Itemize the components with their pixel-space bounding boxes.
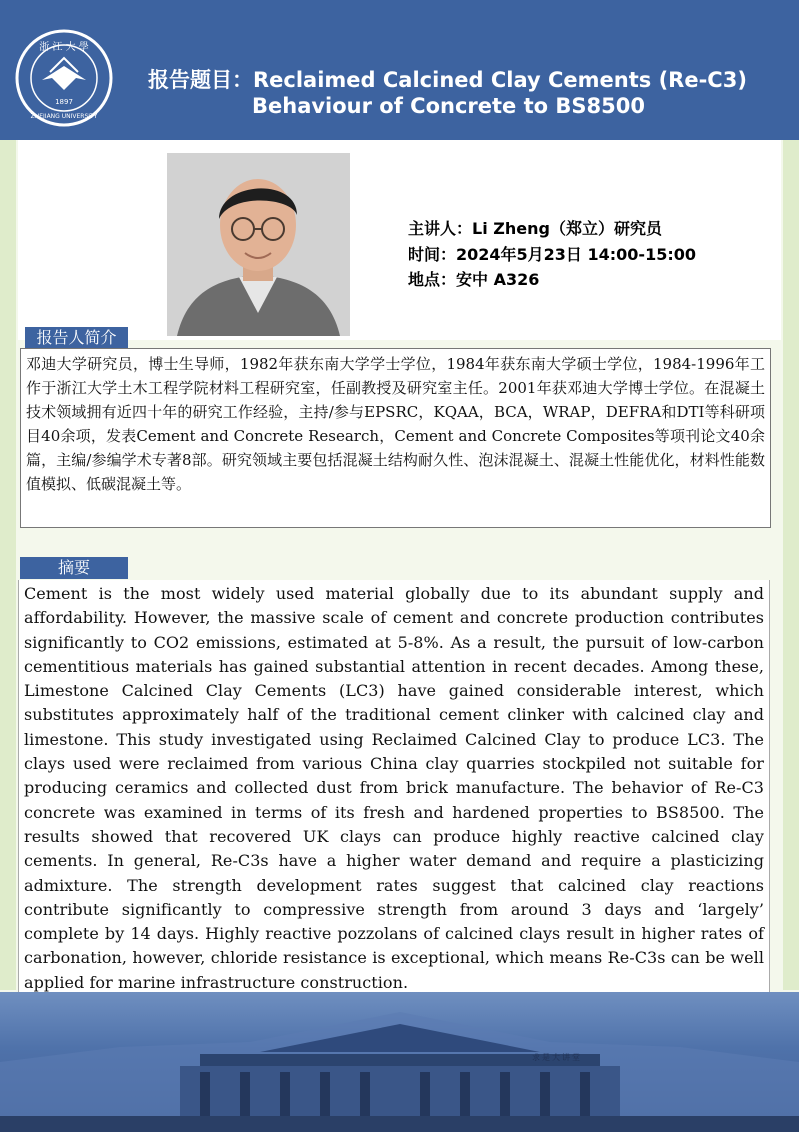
talk-time: 时间：2024年5月23日 14:00-15:00 (408, 245, 697, 264)
footer-building-image (0, 992, 799, 1132)
abstract-heading: 摘要 (20, 557, 128, 579)
svg-text:ZHEJIANG UNIVERSITY: ZHEJIANG UNIVERSITY (30, 113, 98, 120)
abstract-text: Cement is the most widely used material globally due to its abundant supply and affordability. However, the massive scale of cement and concrete production contributes significantly to CO2 emissions, estimated at 5-8%. As a result, the pursuit of low-carbon cementitious materials has gained substantial attention in recent decades. Among these, Limestone Calcined Clay Cements (LC3) have gained considerable interest, which substitutes approximately half of the traditional cement clinker with calcined clay and limestone. This study investigated using Reclaimed Calcined Clay to produce LC3. The clays used were reclaimed from various China clay quarries stockpiled not suitable for producing ceramics and collected dust from brick manufacture. The behavior of Re-C3 concrete was examined in terms of its fresh and hardened properties to BS8500. The results showed that recovered UK clays can produce highly reactive calcined clay cements. In general, Re-C3s have a higher water demand and require a plasticizing admixture. The strength development rates suggest that calcined clay reactions contribute significantly to compressive strength from around 3 days and ‘largely’ complete by 14 days. Highly reactive pozzolans of calcined clays result in higher rates of carbonation, however, chloride resistance is exceptional, which means Re-C3s can be well applied for marine infrastructure construction. (18, 580, 770, 992)
svg-text:浙 江 大 學: 浙 江 大 學 (39, 42, 89, 53)
speaker-portrait-icon (167, 153, 350, 336)
speaker-photo (167, 153, 350, 336)
bio-text: 邓迪大学研究员，博士生导师，1982年获东南大学学士学位，1984年获东南大学硕士学位，1984-1996年工作于浙江大学土木工程学院材料工程研究室，任副教授及研究室主任。2001年获邓迪大学博士学位。在混凝土技术领域拥有近四十年的研究工作经验，主持/参与EPSRC，KQAA，BCA，WRAP，DEFRA和DTI等科研项目40余项，发表Cement and Concrete Research，Cement and Concrete Composites等项刊论文40余篇，主编/参编学术专著8部。研究领域主要包括混凝土结构耐久性、泡沫混凝土、混凝土性能优化，材料性能数值模拟、低碳混凝土等。 (20, 348, 771, 528)
bio-heading: 报告人简介 (25, 327, 128, 349)
speaker-name: 主讲人：Li Zheng（郑立）研究员 (408, 219, 662, 238)
left-frame (0, 140, 16, 990)
report-title-line-2: Behaviour of Concrete to BS8500 (252, 94, 645, 118)
right-frame (783, 140, 799, 990)
speaker-info-panel (18, 140, 781, 340)
building-silhouette-icon (0, 992, 799, 1132)
building-sign: 求是大讲堂 (532, 1053, 582, 1062)
university-logo-icon (14, 28, 114, 128)
report-title-line-1: 报告题目：Reclaimed Calcined Clay Cements (Re-C3) (148, 68, 747, 92)
svg-text:1897: 1897 (55, 98, 73, 106)
talk-location: 地点：安中 A326 (408, 270, 540, 289)
header-banner (0, 0, 799, 140)
